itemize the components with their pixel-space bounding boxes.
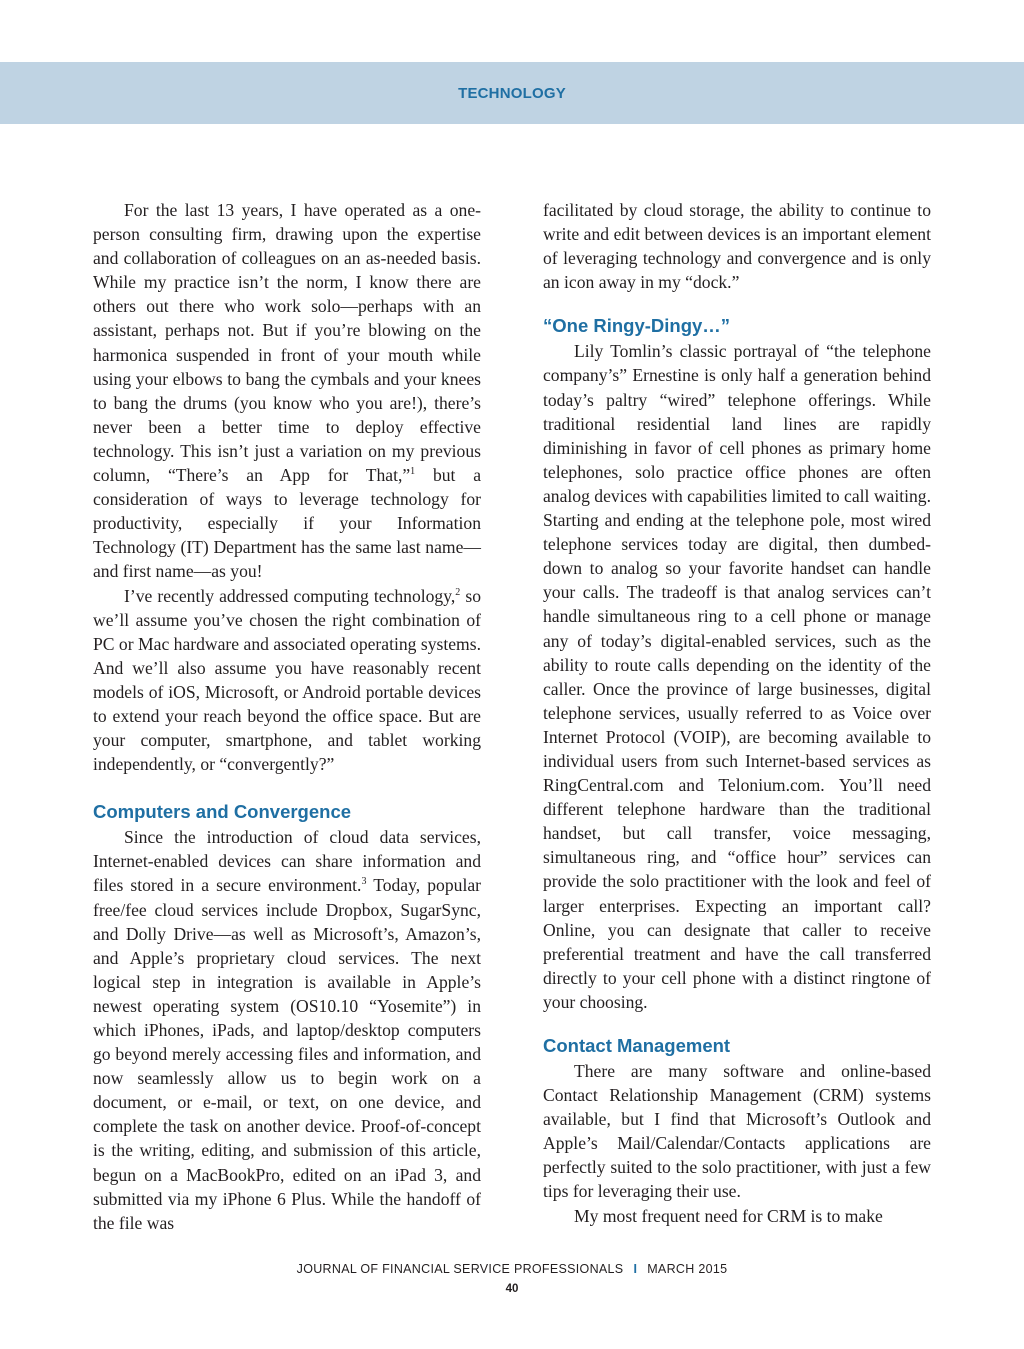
- page-footer: [0, 1262, 1024, 1276]
- section-banner: [0, 62, 1024, 124]
- paragraph: There are many software and online-based Contact Relationship Management (CRM) systems available, but I find that Microsoft’s Outlook and Apple’s Mail/Calendar/Contacts applications are perfectly suited to the solo practitioner, with just a few tips for leveraging their use.: [543, 1061, 931, 1202]
- paragraph: facilitated by cloud storage, the ability to continue to write and edit between devices is an important element of leveraging technology and convergence and is only an icon away in my “dock.”: [543, 200, 931, 293]
- paragraph: For the last 13 years, I have operated as a one-person consulting firm, drawing upon the expertise and collaboration of colleagues on an as-needed basis. While my practice isn’t the norm, I know there are others out there who work solo—perhaps with an assistant, perhaps not. But if you’re blowing on the harmonica suspended in front of your mouth while using your elbows to bang the cymbals and your knees to bang the drums (you know who you are!), there’s never been a better time to deploy effective technology. This isn’t just a variation on my previous column, “There’s an App for That,”$^1$ but a consideration of ways to leverage technology for productivity, especially if your Information Technology (IT) Department has the same last name—and first name—as you!: [93, 200, 482, 582]
- paragraph: I’ve recently addressed computing technology,$^2$ so we’ll assume you’ve chosen the right combination of PC or Mac hardware and associated operating systems. And we’ll also assume you have reasonably recent models of iOS, Microsoft, or Android portable devices to extend your reach beyond the office space. But are your computer, smartphone, and tablet working independently, or “convergently?”: [93, 585, 481, 775]
- footnote-ref: 2: [455, 586, 461, 598]
- journal-name: JOURNAL OF FINANCIAL SERVICE PROFESSIONALS: [296, 1262, 624, 1276]
- page-number: 40: [505, 1283, 519, 1295]
- footer-separator: I: [633, 1262, 638, 1276]
- section-title: TECHNOLOGY: [458, 84, 566, 102]
- section-heading: Computers and Convergence: [93, 801, 352, 823]
- issue-date: MARCH 2015: [647, 1262, 728, 1276]
- footnote-ref: 3: [361, 876, 367, 888]
- paragraph: My most frequent need for CRM is to make: [574, 1205, 883, 1226]
- section-heading: “One Ringy-Dingy…”: [543, 315, 731, 337]
- left-column: [93, 198, 481, 1235]
- right-column: [543, 198, 931, 1228]
- footnote-ref: 1: [410, 466, 416, 478]
- paragraph: Lily Tomlin’s classic portrayal of “the telephone company’s” Ernestine is only half a generation behind today’s paltry “wired” telephone offerings. While traditional residential land lines are rapidly diminishing in favor of cell phones as primary home telephones, solo practice office phones are often analog devices with capabilities limited to call waiting. Starting and ending at the telephone pole, most wired telephone services today are digital, then dumbed-down to analog so your favorite handset can handle your calls. The tradeoff is that analog services can’t handle simultaneous ring to a cell phone or manage any of today’s digital-enabled services, such as the ability to route calls depending on the identity of the caller. Once the province of large businesses, digital telephone services, usually referred to as Voice over Internet Protocol (VOIP), are becoming available to individual users from such Internet-based services as RingCentral.com and Telonium.com. You’ll need different telephone hardware than the traditional handset, but call transfer, voice messaging, simultaneous ring, and “office hour” services can provide the solo practitioner with the look and feel of larger enterprises. Expecting an important call? Online, you can designate that caller to receive preferential treatment and have the call transferred directly to your cell phone with a distinct ringtone of your choosing.: [543, 341, 931, 1012]
- section-heading: Contact Management: [543, 1035, 731, 1056]
- paragraph: Since the introduction of cloud data services, Internet-enabled devices can share information and files stored in a secure environment.$^3$ Today, popular free/fee cloud services include Dropbox, SugarSync, and Dolly Drive—as well as Microsoft’s, Amazon’s, and Apple’s proprietary cloud services. The next logical step in integration is available in Apple’s newest operating system (OS10.10 “Yosemite”) in which iPhones, iPads, and laptop/desktop computers go beyond merely accessing files and information, and now seamlessly allow us to begin work on a document, or e-mail, or text, on one device, and complete the task on another device. Proof-of-concept is the writing, editing, and submission of this article, begun on a MacBookPro, edited on an iPad 3, and submitted via my iPhone 6 Plus. While the handoff of the file was: [93, 827, 481, 1233]
